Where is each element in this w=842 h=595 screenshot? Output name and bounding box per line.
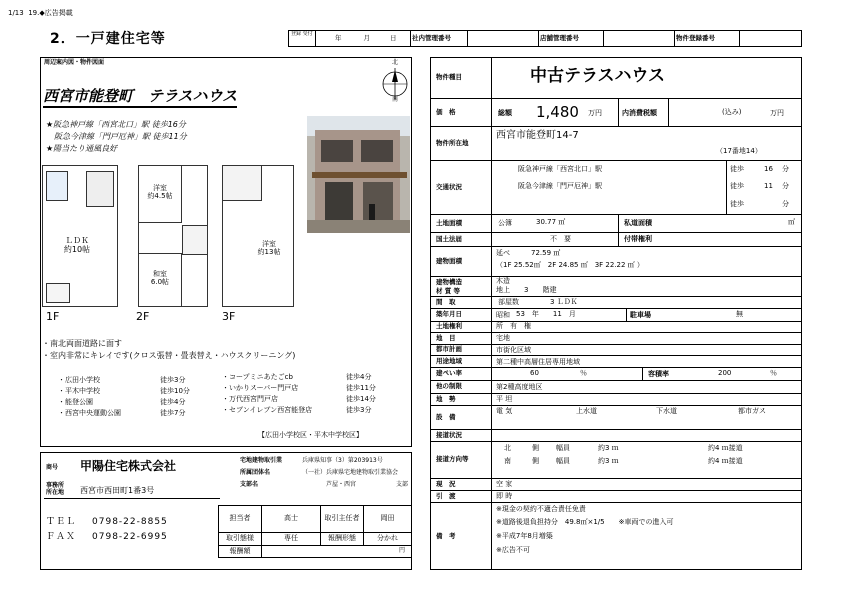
row-category: 地 目 宅地 [430, 333, 802, 345]
row-rights: 土地権利 所 有 権 [430, 322, 802, 333]
row-building: 建物面積 延べ 72.59 ㎡ （1F 25.52㎡ 2F 24.85 ㎡ 3F 22.22 ㎡ ） [430, 247, 802, 277]
date-label: 登録 受付 [288, 30, 316, 47]
page-title: 2．一戸建住宅等 [50, 31, 166, 47]
facilities-right: ・コープミニあたごcb 徒歩4分 ・いかりスーパー門戸店 徒歩11分 ・万代西宮門戸店 徒歩14分 ・セブンイレブン西宮能登店 徒歩3分 [222, 373, 376, 414]
row-remarks: 接道状況 [430, 430, 802, 442]
license-label: 宅地建物取引業 [240, 457, 283, 464]
association-label: 所属団体名 [240, 469, 271, 476]
floor-label-2f: 2F [136, 310, 150, 323]
feature-item: ★陽当たり通風良好 [46, 144, 118, 153]
land-area: 30.77 ㎡ [536, 218, 566, 226]
floor-plan-2f [136, 165, 218, 323]
row-built: 築年月日 昭和 53 年 11 月 駐車場 無 [430, 309, 802, 322]
property-name: 中古テラスハウス [530, 66, 665, 86]
fax-value: 0798-22-6995 [92, 532, 168, 542]
fee-label: 報酬形態 [320, 532, 364, 546]
row-layout: 間 取 部屋数 3 ＬＤＫ [430, 297, 802, 309]
row-transport: 交通状況 阪急神戸線「西宮北口」駅 徒歩 16 分 阪急今津線「門戸厄神」駅 徒歩 11 分 徒歩 分 [430, 161, 802, 215]
floor-label-1f: 1F [46, 310, 60, 323]
feature-item: 阪急今津線「門戸厄神」駅 徒歩11分 [46, 132, 187, 141]
branch-suffix: 支部 [396, 481, 409, 488]
branch-value: 芦屋・西宮 [326, 481, 357, 488]
room-washitsu: 和室 6.0帖 [150, 270, 170, 286]
fee-value: 分かれ [363, 532, 412, 546]
row-coverage: 建ぺい率 60 ％ 容積率 200 ％ [430, 368, 802, 381]
row-delivery: 引 渡 即 時 [430, 491, 802, 503]
row-name: 物件種目 中古テラスハウス [430, 57, 802, 99]
row-land: 土地面積 公簿 30.77 ㎡ 私道面積 ㎡ [430, 215, 802, 233]
compass-north-icon: 北 [392, 59, 399, 66]
feature-item: ★阪急神戸線「西宮北口」駅 徒歩16分 [46, 120, 186, 129]
company-address-label: 事務所 所在地 [46, 482, 65, 496]
room-ldk: ＬＤＫ 約10帖 [63, 236, 91, 254]
row-plan: 都市計画 市街化区域 [430, 345, 802, 356]
lot-value: （17番地14） [716, 147, 762, 155]
school-district: 【広田小学校区・平木中学校区】 [258, 431, 363, 439]
floor-label-3f: 3F [222, 310, 236, 323]
deal-value: 専任 [261, 532, 321, 546]
row-price: 価 格 総額 1,480 万円 内消費税額 (込み) 万円 [430, 99, 802, 127]
price-value: 1,480 [536, 103, 579, 121]
contact-value: 岡田 [363, 505, 412, 533]
store-number-label: 店舗管理番号 [538, 30, 604, 47]
date-cell[interactable]: 年 月 日 [315, 30, 411, 47]
deal-label: 取引態様 [218, 532, 262, 546]
license-value: 兵庫県知事（3）第203913号 [302, 457, 383, 464]
page-number: 1/13 19.◆広告掲載 [8, 9, 73, 17]
map-caption: 周辺案内図・物件図面 [44, 59, 105, 66]
feature-list [46, 119, 187, 155]
facilities-left: ・広田小学校 徒歩3分 ・平木中学校 徒歩10分 ・能登公園 徒歩4分 ・西宮中央運動公園 徒歩7分 [58, 376, 190, 417]
company-name: 甲陽住宅株式会社 [80, 459, 177, 473]
location-title: 西宮市能登町 テラスハウス [43, 88, 237, 108]
floor-plan-3f [222, 165, 302, 323]
payment-field[interactable]: 円 [261, 545, 412, 558]
note-item: ・南北両面道路に面す [42, 339, 122, 348]
address-value: 西宮市能登町14-7 [496, 130, 579, 141]
payment-label: 報酬額 [218, 545, 262, 558]
property-reg-label: 物件登録番号 [674, 30, 740, 47]
row-survey: 国土法届 不 要 付帯権利 [430, 233, 802, 247]
row-terrain: 地 勢 平 坦 [430, 394, 802, 406]
tel-value: 0798-22-8855 [92, 517, 168, 527]
compass-south-icon: 南 [392, 96, 399, 103]
internal-number-field[interactable] [467, 30, 539, 47]
store-number-field[interactable] [603, 30, 675, 47]
contact-label: 取引主任者 [320, 505, 364, 533]
notes-list [42, 338, 295, 362]
association-value: （一社）兵庫県宅地建物取引業協会 [302, 469, 399, 476]
fax-row: ＦＡＸ 0798-22-6995 [46, 532, 168, 542]
house-photo [307, 116, 410, 233]
tel-row: ＴＥＬ 0798-22-8855 [46, 517, 168, 527]
note-item: ・室内非常にキレイです(クロス張替・畳表替え・ハウスクリーニング) [42, 351, 296, 360]
row-other: 他の制限 第2種高度地区 [430, 381, 802, 394]
room-youshitsu-3f: 洋室 約13帖 [257, 240, 281, 256]
row-roads: 接道方向等 北 側 幅員 約3 ｍ 約4 ｍ接道 南 側 幅員 約3 ｍ 約4 ｍ接道 [430, 442, 802, 479]
compass [381, 60, 409, 104]
company-name-label: 商号 [46, 464, 59, 471]
internal-number-label: 社内管理番号 [410, 30, 468, 47]
row-current: 現 況 空 家 [430, 479, 802, 491]
company-address: 西宮市西田町1番3号 [80, 486, 155, 495]
row-notes: 備 考 ※現金の契約不適合責任免責 ※道路後退負担持分 49.8㎡×1/5 ※車両での進入可 ※平成7年8月増築 ※広告不可 [430, 503, 802, 570]
branch-label: 支部名 [240, 481, 259, 488]
room-youshitsu-2f: 洋室 約4.5帖 [147, 184, 173, 200]
person-label: 担当者 [218, 505, 262, 533]
property-reg-field[interactable] [739, 30, 802, 47]
floor-plan-1f [42, 165, 132, 323]
row-zone: 用途地域 第二種中高層住居専用地域 [430, 356, 802, 368]
row-equipment: 設 備 電 気 上水道 下水道 都市ガス [430, 406, 802, 430]
person-value: 高士 [261, 505, 321, 533]
row-address: 物件所在地 西宮市能登町14-7 （17番地14） [430, 127, 802, 161]
row-structure: 建物構造 材 質 等 木造 地上 3 階建 [430, 277, 802, 297]
